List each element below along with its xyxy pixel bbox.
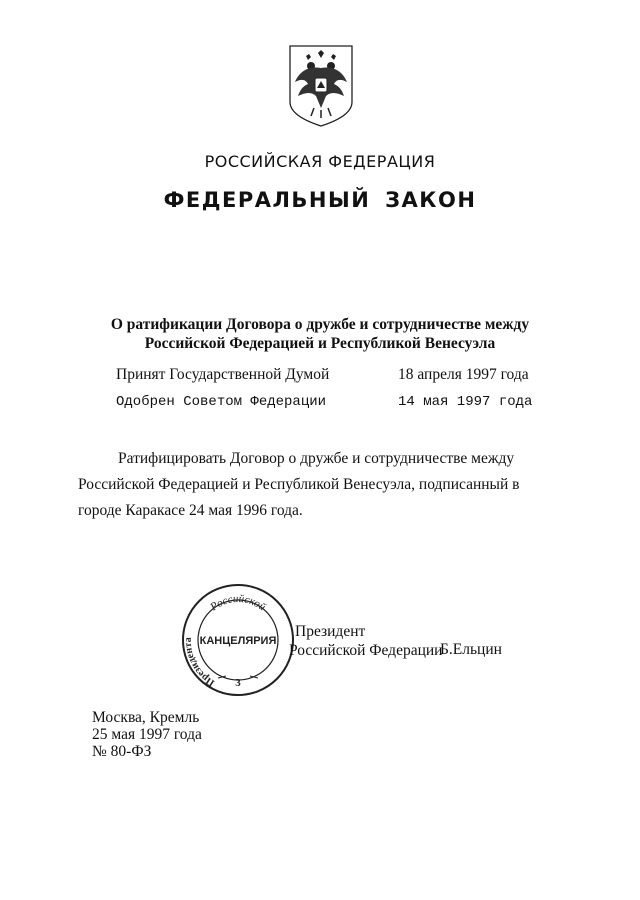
law-title-line-1: О ратификации Договора о дружбе и сотрудничестве между <box>110 316 530 333</box>
signing-date: 25 мая 1997 года <box>92 726 202 743</box>
signing-info <box>92 709 202 760</box>
council-approval-date: 14 мая 1997 года <box>398 394 533 410</box>
document-type: ФЕДЕРАЛЬНЫЙ ЗАКОН <box>163 188 477 212</box>
law-title-line-2: Российской Федерацией и Республикой Венесуэла <box>144 335 496 352</box>
signatory-title-line-1: Президент <box>295 623 366 640</box>
law-title <box>60 315 580 353</box>
law-body-text: Ратифицировать Договор о дружбе и сотрудничестве между Российской Федерацией и Республикой Венесуэла, подписанный в городе Каракасе 24 мая 1996 года. <box>78 450 520 519</box>
duma-adoption-date: 18 апреля 1997 года <box>398 366 529 383</box>
law-number: № 80-ФЗ <box>92 743 152 760</box>
signatory-title-line-2: Российской Федерации <box>289 642 443 659</box>
office-seal <box>180 582 296 698</box>
signing-place: Москва, Кремль <box>92 709 200 726</box>
country-name: РОССИЙСКАЯ ФЕДЕРАЦИЯ <box>204 152 436 171</box>
signatory-title <box>289 622 443 660</box>
seal-center-text: КАНЦЕЛЯРИЯ <box>199 635 277 647</box>
double-headed-eagle-icon <box>286 42 356 128</box>
signatory-name: Б.Ельцин <box>440 641 502 658</box>
seal-number: 3 <box>235 677 241 689</box>
council-approval-label: Одобрен Советом Федерации <box>116 394 327 410</box>
seal-left-text: Президента <box>182 637 217 689</box>
duma-adoption-label: Принят Государственной Думой <box>116 366 330 383</box>
seal-top-text: Российской <box>208 592 268 614</box>
svg-text:Российской <box>207 593 268 614</box>
